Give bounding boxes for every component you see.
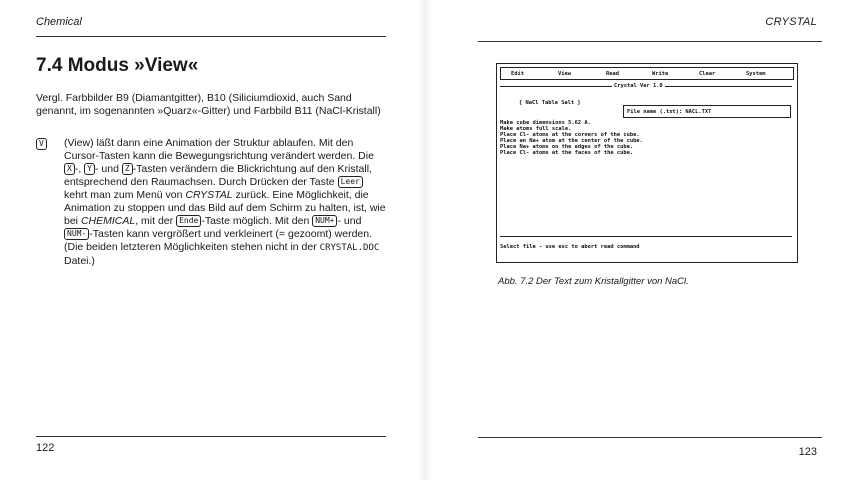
key-x: X	[64, 163, 75, 175]
text-run: - und	[95, 163, 119, 175]
header-rule-right	[478, 41, 822, 42]
text-run: Datei.)	[64, 255, 95, 267]
intro-paragraph: Vergl. Farbbilder B9 (Diamantgitter), B10 (Siliciumdioxid, auch Sand genannt, im sogenannten »Quarz«-Gitter) und Farbbild B11 (NaCl-Kristall)	[36, 92, 381, 117]
status-divider	[500, 236, 792, 237]
text-run: -Taste möglich. Mit den	[201, 215, 310, 227]
log-line: Make cube dimensions 5.62 A.	[500, 120, 591, 126]
menu-item-view[interactable]: View	[558, 71, 571, 77]
text-run: zurück. Eine Möglichkeit, die Animation zu stoppen und das Bild auf dem Schirm zu halten, ist, wie bei	[64, 189, 386, 227]
file-name-prompt: File name (.txt): NACL.TXT	[627, 109, 712, 115]
footer-rule-left	[36, 436, 386, 437]
page-number-right: 123	[798, 446, 817, 458]
log-line: Place Cl- atoms at the faces of the cube.	[500, 150, 634, 156]
crystal-program-screenshot	[496, 63, 798, 263]
running-head-left: Chemical	[36, 16, 82, 28]
key-z: Z	[122, 163, 133, 175]
key-y: Y	[84, 163, 95, 175]
running-head-right: CRYSTAL	[765, 16, 817, 28]
output-log	[500, 120, 643, 156]
page-number-left: 122	[36, 442, 55, 454]
figure-caption: Abb. 7.2 Der Text zum Kristallgitter von NaCl.	[498, 276, 689, 287]
key-num-minus: NUM-	[64, 228, 89, 240]
menu-item-edit[interactable]: Edit	[511, 71, 524, 77]
menu-item-system[interactable]: System	[746, 71, 766, 77]
key-v: V	[36, 138, 47, 150]
menu-item-clear[interactable]: Clear	[699, 71, 716, 77]
key-num-plus: NUM+	[312, 215, 337, 227]
text-run: -Tasten kann vergrößert und verkleinert (= gezoomt) werden. (Die beiden letzteren Möglichkeiten stehen nicht in der	[64, 228, 373, 253]
text-run: - und	[337, 215, 362, 227]
log-line: Place Cl- atoms at the corners of the cube.	[500, 132, 640, 138]
text-run: -Tasten verändern die Blickrichtung auf den Kristall, entsprechend den Raumachsen. Durch Drücken der Taste	[64, 163, 372, 188]
log-line: Place Na+ atoms on the edges of the cube.	[500, 144, 634, 150]
log-line: Make atoms full scale.	[500, 126, 572, 132]
right-page	[430, 0, 847, 480]
key-leer: Leer	[338, 176, 363, 188]
program-version: Crystal Ver 1.0	[614, 83, 663, 89]
text-run: kehrt man zum Menü von	[64, 189, 183, 201]
status-line: Select file - use esc to abort read command	[500, 244, 640, 250]
header-rule-left	[36, 36, 386, 37]
log-line: Place an Na+ atom at the center of the cube.	[500, 138, 643, 144]
left-page	[0, 0, 420, 480]
file-name-dialog[interactable]	[623, 105, 791, 118]
menu-item-write[interactable]: Write	[652, 71, 669, 77]
chemical-name: CHEMICAL	[80, 215, 136, 227]
text-run: -,	[74, 163, 82, 175]
footer-rule-right	[478, 437, 822, 438]
menu-bar	[500, 67, 794, 80]
section-title: 7.4 Modus »View«	[36, 55, 199, 76]
text-run: , mit der	[135, 215, 174, 227]
text-run: (View) läßt dann eine Animation der Struktur ablaufen. Mit den Cursor-Tasten kann die Bewegungsrichtung verändert werden. Die	[64, 137, 374, 162]
menu-item-read[interactable]: Read	[606, 71, 619, 77]
view-description	[64, 137, 386, 268]
crystal-section-label: { NaCl Table Salt }	[519, 100, 581, 106]
doc-filename: CRYSTAL.DOC	[319, 243, 380, 253]
crystal-name: CRYSTAL	[185, 189, 233, 201]
key-ende: Ende	[176, 215, 201, 227]
